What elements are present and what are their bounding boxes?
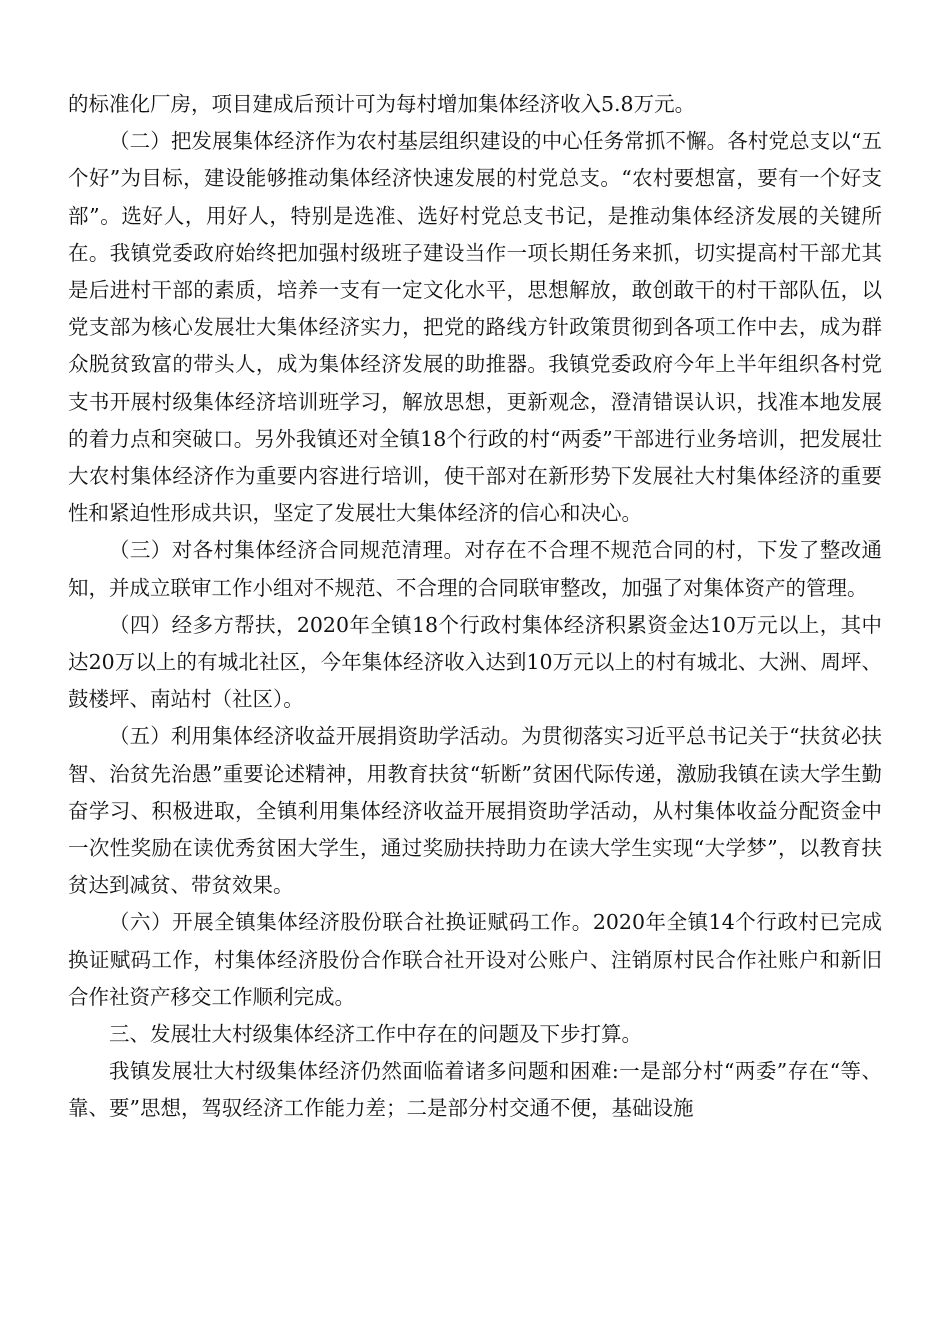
paragraph-section-3: （三）对各村集体经济合同规范清理。对存在不合理不规范合同的村，下发了整改通知，并成立联审工作小组对不规范、不合理的合同联审整改，加强了对集体资产的管理。: [68, 538, 882, 600]
paragraph-section-2: （二）把发展集体经济作为农村基层组织建设的中心任务常抓不懈。各村党总支以“五个好”为目标，建设能够推动集体经济快速发展的村党总支。“农村要想富，要有一个好支部”。选好人，用好人，特别是选准、选好村党总支书记，是推动集体经济发展的关键所在。我镇党委政府始终把加强村级班子建设当作一项长期任务来抓，切实提高村干部尤其是后进村干部的素质，培养一支有一定文化水平，思想解放，敢创敢干的村干部队伍，以党支部为核心发展壮大集体经济实力，把党的路线方针政策贯彻到各项工作中去，成为群众脱贫致富的带头人，成为集体经济发展的助推器。我镇党委政府今年上半年组织各村党支书开展村级集体经济培训班学习，解放思想，更新观念，澄清错误认识，找准本地发展的着力点和突破口。另外我镇还对全镇18个行政的村“两委”干部进行业务培训，把发展壮大农村集体经济作为重要内容进行培训，使干部对在新形势下发展社大村集体经济的重要性和紧迫性形成共识，坚定了发展壮大集体经济的信心和决心。: [68, 129, 882, 526]
paragraph-section-5: （五）利用集体经济收益开展捐资助学活动。为贯彻落实习近平总书记关于“扶贫必扶智、治贫先治愚”重要论述精神，用教育扶贫“斩断”贫困代际传递，激励我镇在读大学生勤奋学习、积极进取，全镇利用集体经济收益开展捐资助学活动，从村集体收益分配资金中一次性奖励在读优秀贫困大学生，通过奖励扶持助力在读大学生实现“大学梦”，以教育扶贫达到减贫、带贫效果。: [68, 724, 882, 898]
paragraph-section-6: （六）开展全镇集体经济股份联合社换证赋码工作。2020年全镇14个行政村已完成换证赋码工作，村集体经济股份合作联合社开设对公账户、注销原村民合作社账户和新旧合作社资产移交工作顺利完成。: [68, 910, 882, 1009]
paragraph-section-4: （四）经多方帮扶，2020年全镇18个行政村集体经济积累资金达10万元以上，其中达20万以上的有城北社区，今年集体经济收入达到10万元以上的村有城北、大洲、周坪、鼓楼坪、南站村（社区）。: [68, 612, 882, 712]
heading-problems: 三、发展壮大村级集体经济工作中存在的问题及下步打算。: [109, 1022, 642, 1047]
paragraph-problems: 我镇发展壮大村级集体经济仍然面临着诸多问题和困难:一是部分村“两委”存在“等、靠、要”思想，驾驭经济工作能力差；二是部分村交通不便，基础设施: [68, 1059, 882, 1121]
document-body: [68, 86, 882, 1128]
paragraph-continuation: 的标准化厂房，项目建成后预计可为每村增加集体经济收入5.8万元。: [68, 92, 696, 116]
